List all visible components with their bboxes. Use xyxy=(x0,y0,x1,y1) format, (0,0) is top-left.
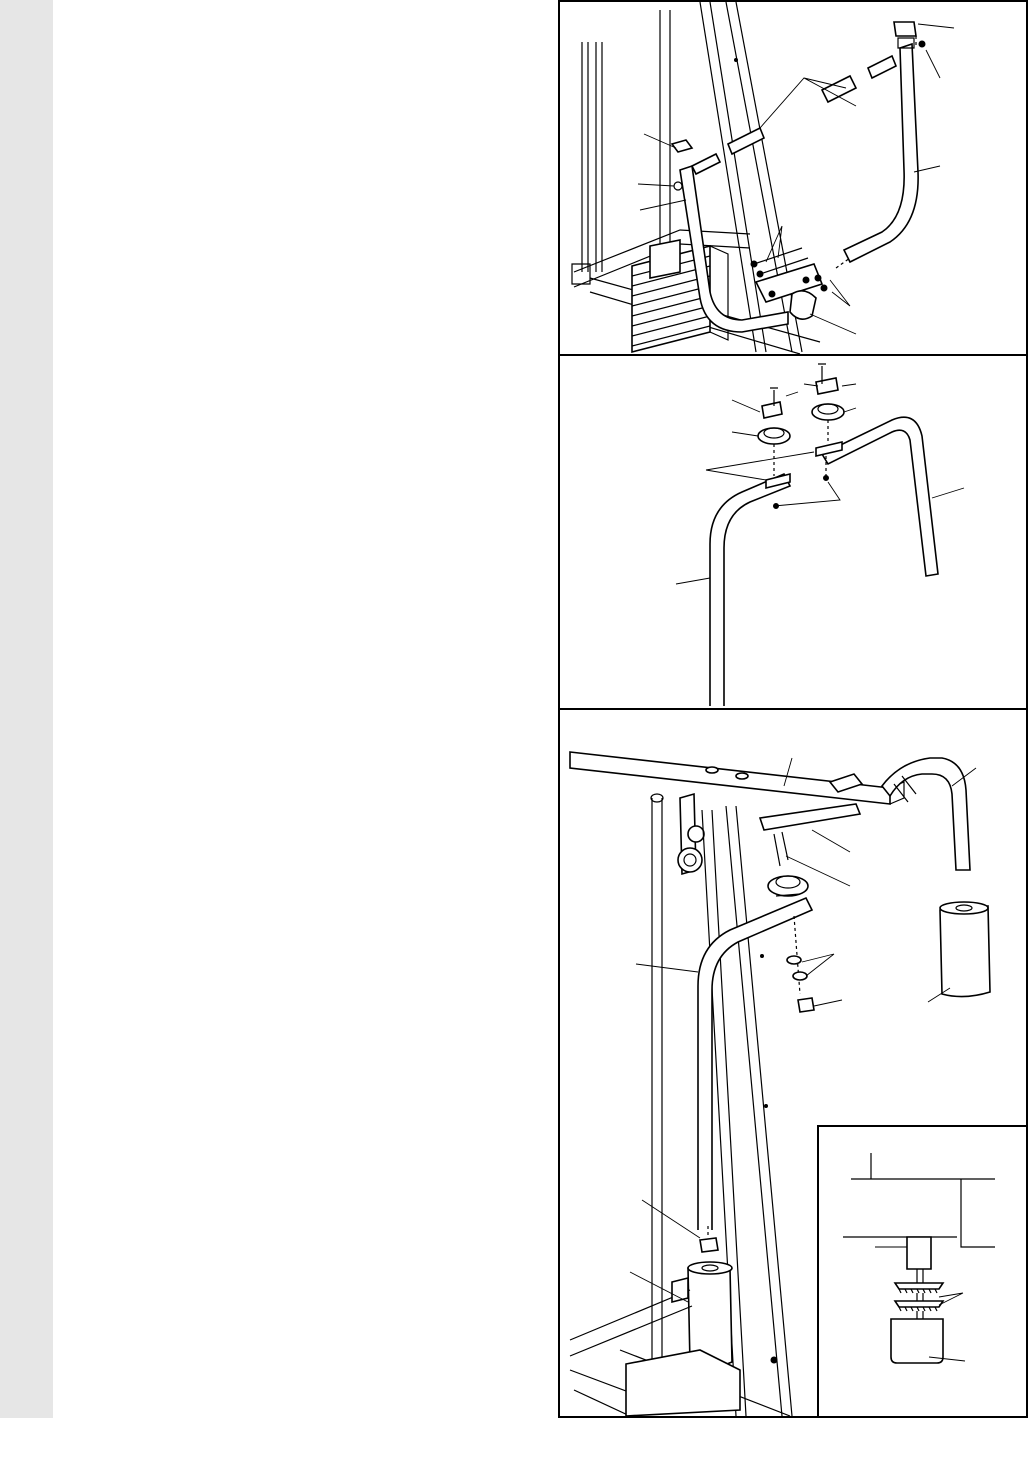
blank-text-column xyxy=(53,0,553,1418)
pulley-frame-diagram-icon xyxy=(560,356,1026,708)
roller-pad-bottom xyxy=(688,1226,732,1368)
figure-2-panel xyxy=(558,354,1028,710)
leg-assembly-diagram-icon xyxy=(560,2,1026,354)
post-pulley xyxy=(678,794,704,874)
page-side-strip xyxy=(0,0,53,1418)
stack-detail-diagram-icon xyxy=(819,1127,1026,1416)
left-pulley xyxy=(758,388,790,444)
bracket-pulley xyxy=(768,876,808,896)
figure-1-panel xyxy=(558,0,1028,356)
right-pulley xyxy=(812,364,844,420)
weight-stack xyxy=(632,240,728,352)
roller-pad-right xyxy=(940,902,990,997)
figure-3-inset-panel xyxy=(817,1125,1028,1418)
